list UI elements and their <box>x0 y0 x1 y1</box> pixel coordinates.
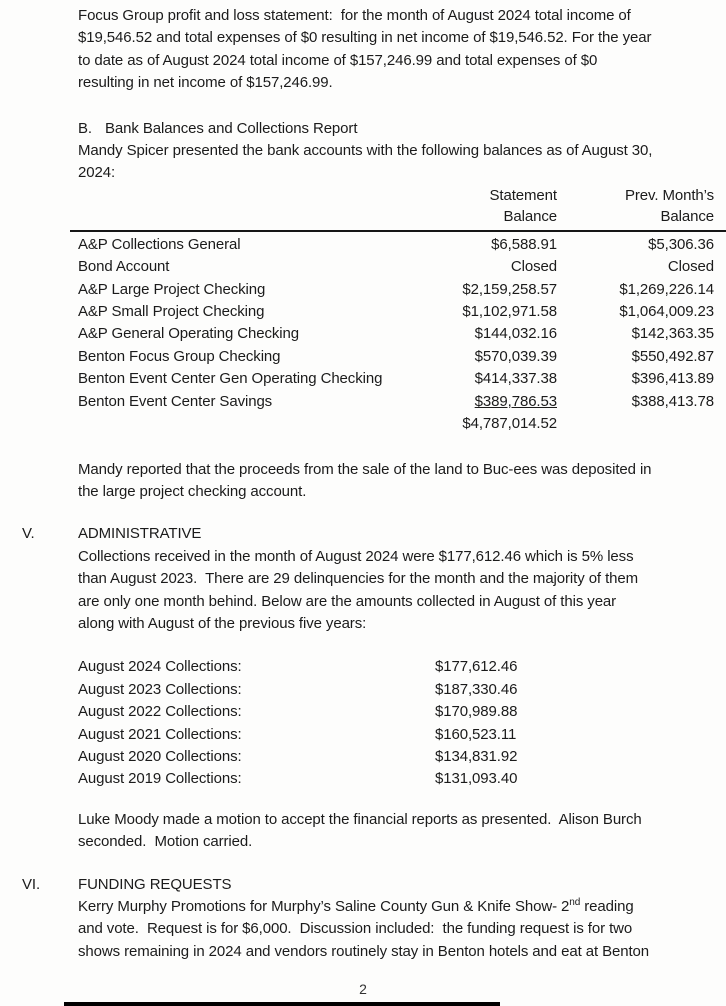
text-line: 2024: <box>78 164 116 182</box>
collections-label: August 2022 Collections: <box>78 703 242 721</box>
collections-value: $187,330.46 <box>435 680 518 698</box>
statement-total-value: $4,787,014.52 <box>462 415 557 433</box>
text-line: are only one month behind. Below are the amounts collected in August of this year <box>78 592 617 610</box>
total-spacer <box>557 413 714 435</box>
collections-paragraph <box>78 546 714 636</box>
section-vi-title: FUNDING REQUESTS <box>78 875 232 893</box>
section-v-numeral: V. <box>22 525 35 543</box>
collections-value: $177,612.46 <box>435 658 518 676</box>
statement-balance-value: $1,102,971.58 <box>462 303 557 321</box>
collections-row <box>78 724 714 746</box>
total-spacer <box>78 413 399 435</box>
bank-balances-table <box>78 185 714 436</box>
bank-table-row <box>78 346 714 368</box>
text-line: $19,546.52 and total expenses of $0 resulting in net income of $19,546.52. For the year <box>78 29 652 47</box>
text-line: Mandy Spicer presented the bank accounts with the following balances as of August 30, <box>78 142 653 160</box>
text-line: Luke Moody made a motion to accept the financial reports as presented. Alison Burch <box>78 810 642 828</box>
section-v-heading <box>22 523 714 545</box>
collections-value: $160,523.11 <box>435 725 517 743</box>
page-number: 2 <box>359 980 367 997</box>
statement-balance-value: $2,159,258.57 <box>462 280 557 298</box>
collections-row <box>78 656 714 678</box>
account-name: A&P General Operating Checking <box>78 325 300 343</box>
bank-table-row <box>78 279 714 301</box>
header-spacer <box>78 185 399 207</box>
page-body <box>22 5 714 963</box>
text-line: the large project checking account. <box>78 482 307 500</box>
bank-table-row <box>78 391 714 413</box>
account-name: Bond Account <box>78 258 170 276</box>
text-line: than August 2023. There are 29 delinquencies for the month and the majority of them <box>78 570 639 588</box>
header-spacer <box>78 206 399 228</box>
collections-list <box>78 656 714 790</box>
bank-table-header-row-2 <box>78 206 714 228</box>
bank-table-rows <box>78 234 714 413</box>
bank-balances-intro <box>78 140 714 185</box>
bank-table-total-row <box>78 413 714 435</box>
table-header-rule <box>70 230 726 232</box>
bank-table-row <box>78 368 714 390</box>
funding-line-1-post: reading <box>580 898 634 915</box>
buc-ees-note-paragraph <box>78 459 714 504</box>
account-name: Benton Event Center Gen Operating Checking <box>78 370 383 388</box>
funding-lines-rest <box>78 918 714 963</box>
section-b-title: Bank Balances and Collections Report <box>105 119 358 137</box>
statement-balance-value: $6,588.91 <box>491 235 557 253</box>
collections-value: $134,831.92 <box>435 747 518 765</box>
statement-balance-header-2: Balance <box>503 208 557 226</box>
section-b-heading <box>78 118 714 140</box>
motion-paragraph <box>78 809 714 854</box>
prev-month-balance-header-2: Balance <box>660 208 714 226</box>
bank-table-header-row-1 <box>78 185 714 207</box>
collections-value: $131,093.40 <box>435 770 518 788</box>
collections-row <box>78 701 714 723</box>
statement-balance-value: $389,786.53 <box>474 392 557 410</box>
prev-month-balance-value: $5,306.36 <box>648 235 714 253</box>
bank-table-row <box>78 323 714 345</box>
statement-balance-value: $570,039.39 <box>474 347 557 365</box>
prev-month-balance-value: $1,064,009.23 <box>619 303 714 321</box>
funding-request-paragraph <box>78 896 714 963</box>
statement-balance-value: $414,337.38 <box>474 370 557 388</box>
bank-table-row <box>78 301 714 323</box>
collections-label: August 2021 Collections: <box>78 725 242 743</box>
collections-label: August 2020 Collections: <box>78 747 242 765</box>
text-line: resulting in net income of $157,246.99. <box>78 74 333 92</box>
section-b-label: B. <box>78 119 92 137</box>
prev-month-balance-value: $550,492.87 <box>631 347 714 365</box>
funding-line-1 <box>78 896 714 918</box>
collections-label: August 2024 Collections: <box>78 658 242 676</box>
prev-month-balance-value: $396,413.89 <box>631 370 714 388</box>
text-line: along with August of the previous five years: <box>78 614 367 632</box>
statement-balance-value: $144,032.16 <box>474 325 557 343</box>
section-v-title: ADMINISTRATIVE <box>78 525 202 543</box>
funding-line-1-pre: Kerry Murphy Promotions for Murphy’s Saline County Gun & Knife Show- 2 <box>78 898 570 915</box>
prev-month-balance-value: Closed <box>667 258 714 276</box>
prev-month-balance-header: Prev. Month’s <box>624 186 714 204</box>
collections-row <box>78 679 714 701</box>
prev-month-balance-value: $142,363.35 <box>631 325 714 343</box>
financial-intro-paragraph <box>78 5 714 95</box>
text-line: and vote. Request is for $6,000. Discussion included: the funding request is for two <box>78 920 633 938</box>
collections-row <box>78 746 714 768</box>
collections-value: $170,989.88 <box>435 703 518 721</box>
section-vi-heading <box>22 874 714 896</box>
scan-artifact-bar <box>64 1002 500 1006</box>
text-line: Collections received in the month of August 2024 were $177,612.46 which is 5% less <box>78 547 634 565</box>
account-name: Benton Focus Group Checking <box>78 347 281 365</box>
account-name: A&P Small Project Checking <box>78 303 265 321</box>
text-line: Mandy reported that the proceeds from the sale of the land to Buc-ees was deposited in <box>78 460 652 478</box>
text-line: to date as of August 2024 total income of $157,246.99 and total expenses of $0 <box>78 51 598 69</box>
text-line: seconded. Motion carried. <box>78 833 253 851</box>
statement-balance-header: Statement <box>489 186 557 204</box>
bank-table-row <box>78 234 714 256</box>
prev-month-balance-value: $1,269,226.14 <box>619 280 714 298</box>
collections-label: August 2019 Collections: <box>78 770 242 788</box>
collections-row <box>78 768 714 790</box>
collections-label: August 2023 Collections: <box>78 680 242 698</box>
prev-month-balance-value: $388,413.78 <box>631 392 714 410</box>
account-name: A&P Collections General <box>78 235 241 253</box>
text-line: shows remaining in 2024 and vendors routinely stay in Benton hotels and eat at Benton <box>78 942 650 960</box>
account-name: Benton Event Center Savings <box>78 392 273 410</box>
section-vi-numeral: VI. <box>22 875 41 893</box>
ordinal-superscript: nd <box>569 897 581 908</box>
account-name: A&P Large Project Checking <box>78 280 266 298</box>
bank-table-row <box>78 256 714 278</box>
statement-balance-value: Closed <box>510 258 557 276</box>
text-line: Focus Group profit and loss statement: for the month of August 2024 total income of <box>78 7 631 24</box>
